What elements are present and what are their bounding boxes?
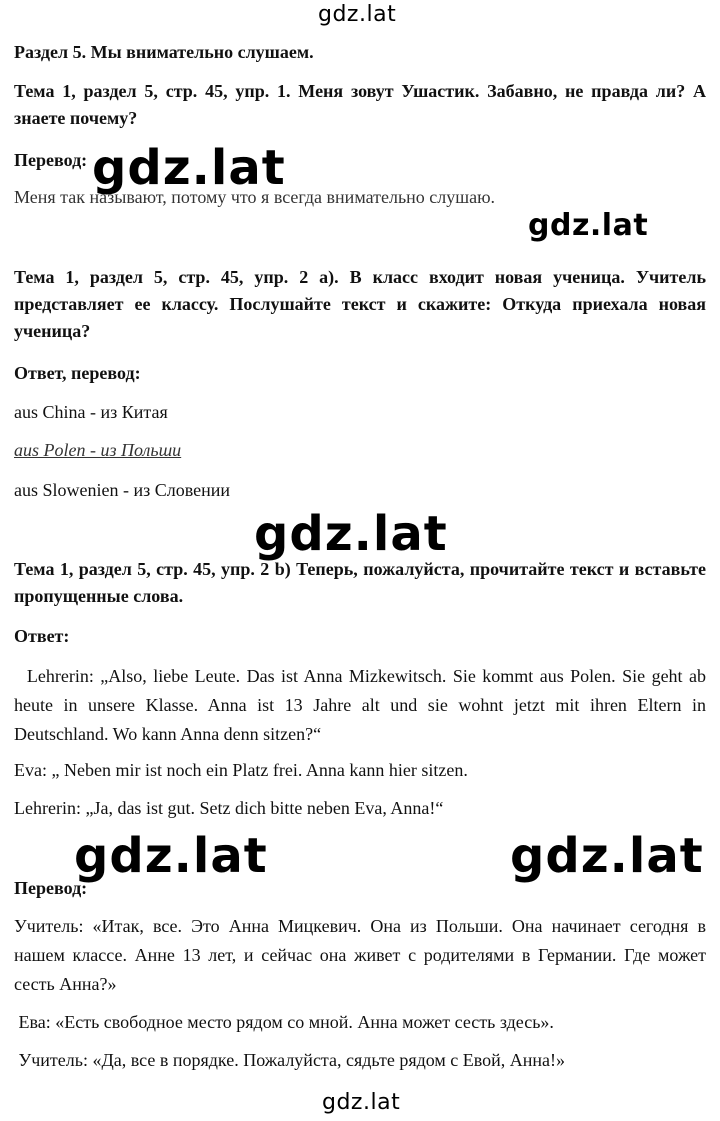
watermark-top: gdz.lat [318, 2, 397, 27]
task1-text: Меня так называют, потому что я всегда внимательно слушаю. [14, 187, 496, 207]
answer-para-2: Eva: „ Neben mir ist noch ein Platz frei. Anna kann hier sitzen. [14, 760, 468, 780]
option-polen [14, 436, 706, 464]
task2a-heading: Тема 1, раздел 5, стр. 45, упр. 2 a). В класс входит новая ученица. Учитель представляет ее классу. Послушайте текст и скажите: Откуда приехала новая ученица? [14, 267, 706, 341]
watermark-bottom: gdz.lat [322, 1090, 401, 1115]
watermark-3: gdz.lat [254, 506, 448, 562]
task1-label: Перевод: [14, 150, 88, 170]
option-slowenien: aus Slowenien - из Словении [14, 480, 230, 500]
translation-para-2: Ева: «Есть свободное место рядом со мной. Анна может сесть здесь». [14, 1012, 554, 1032]
task2b-heading: Тема 1, раздел 5, стр. 45, упр. 2 b) Теперь, пожалуйста, прочитайте текст и вставьте пропущенные слова. [14, 559, 706, 606]
watermark-2: gdz.lat [528, 208, 649, 243]
task1-heading: Тема 1, раздел 5, стр. 45, упр. 1. Меня зовут Ушастик. Забавно, не правда ли? А знаете почему? [14, 81, 706, 128]
watermark-4: gdz.lat [74, 828, 268, 884]
translation-para-1: Учитель: «Итак, все. Это Анна Мицкевич. Она из Польши. Она начинает сегодня в нашем классе. Анне 13 лет, и сейчас она живет с родителями в Германии. Где может сесть Анна?» [14, 916, 706, 994]
translation-label: Перевод: [14, 878, 88, 898]
answer-para-1: Lehrerin: „Also, liebe Leute. Das ist Anna Mizkewitsch. Sie kommt aus Polen. Sie geht ab heute in unsere Klasse. Anna ist 13 Jahre alt und sie wohnt jetzt mit ihren Eltern in Deutschland. Wo kann Anna denn sitzen?“ [14, 666, 711, 744]
task2b-label: Ответ: [14, 626, 70, 646]
watermark-1: gdz.lat [92, 140, 286, 196]
watermark-5: gdz.lat [510, 828, 704, 884]
section-title: Раздел 5. Мы внимательно слушаем. [14, 42, 314, 62]
answer-para-3: Lehrerin: „Ja, das ist gut. Setz dich bitte neben Eva, Anna!“ [14, 798, 444, 818]
translation-para-3: Учитель: «Да, все в порядке. Пожалуйста, сядьте рядом с Евой, Анна!» [14, 1050, 566, 1070]
option-polen-text: aus Polen - из Польши [14, 440, 182, 460]
task2a-label: Ответ, перевод: [14, 363, 141, 383]
option-china: aus China - из Китая [14, 402, 168, 422]
